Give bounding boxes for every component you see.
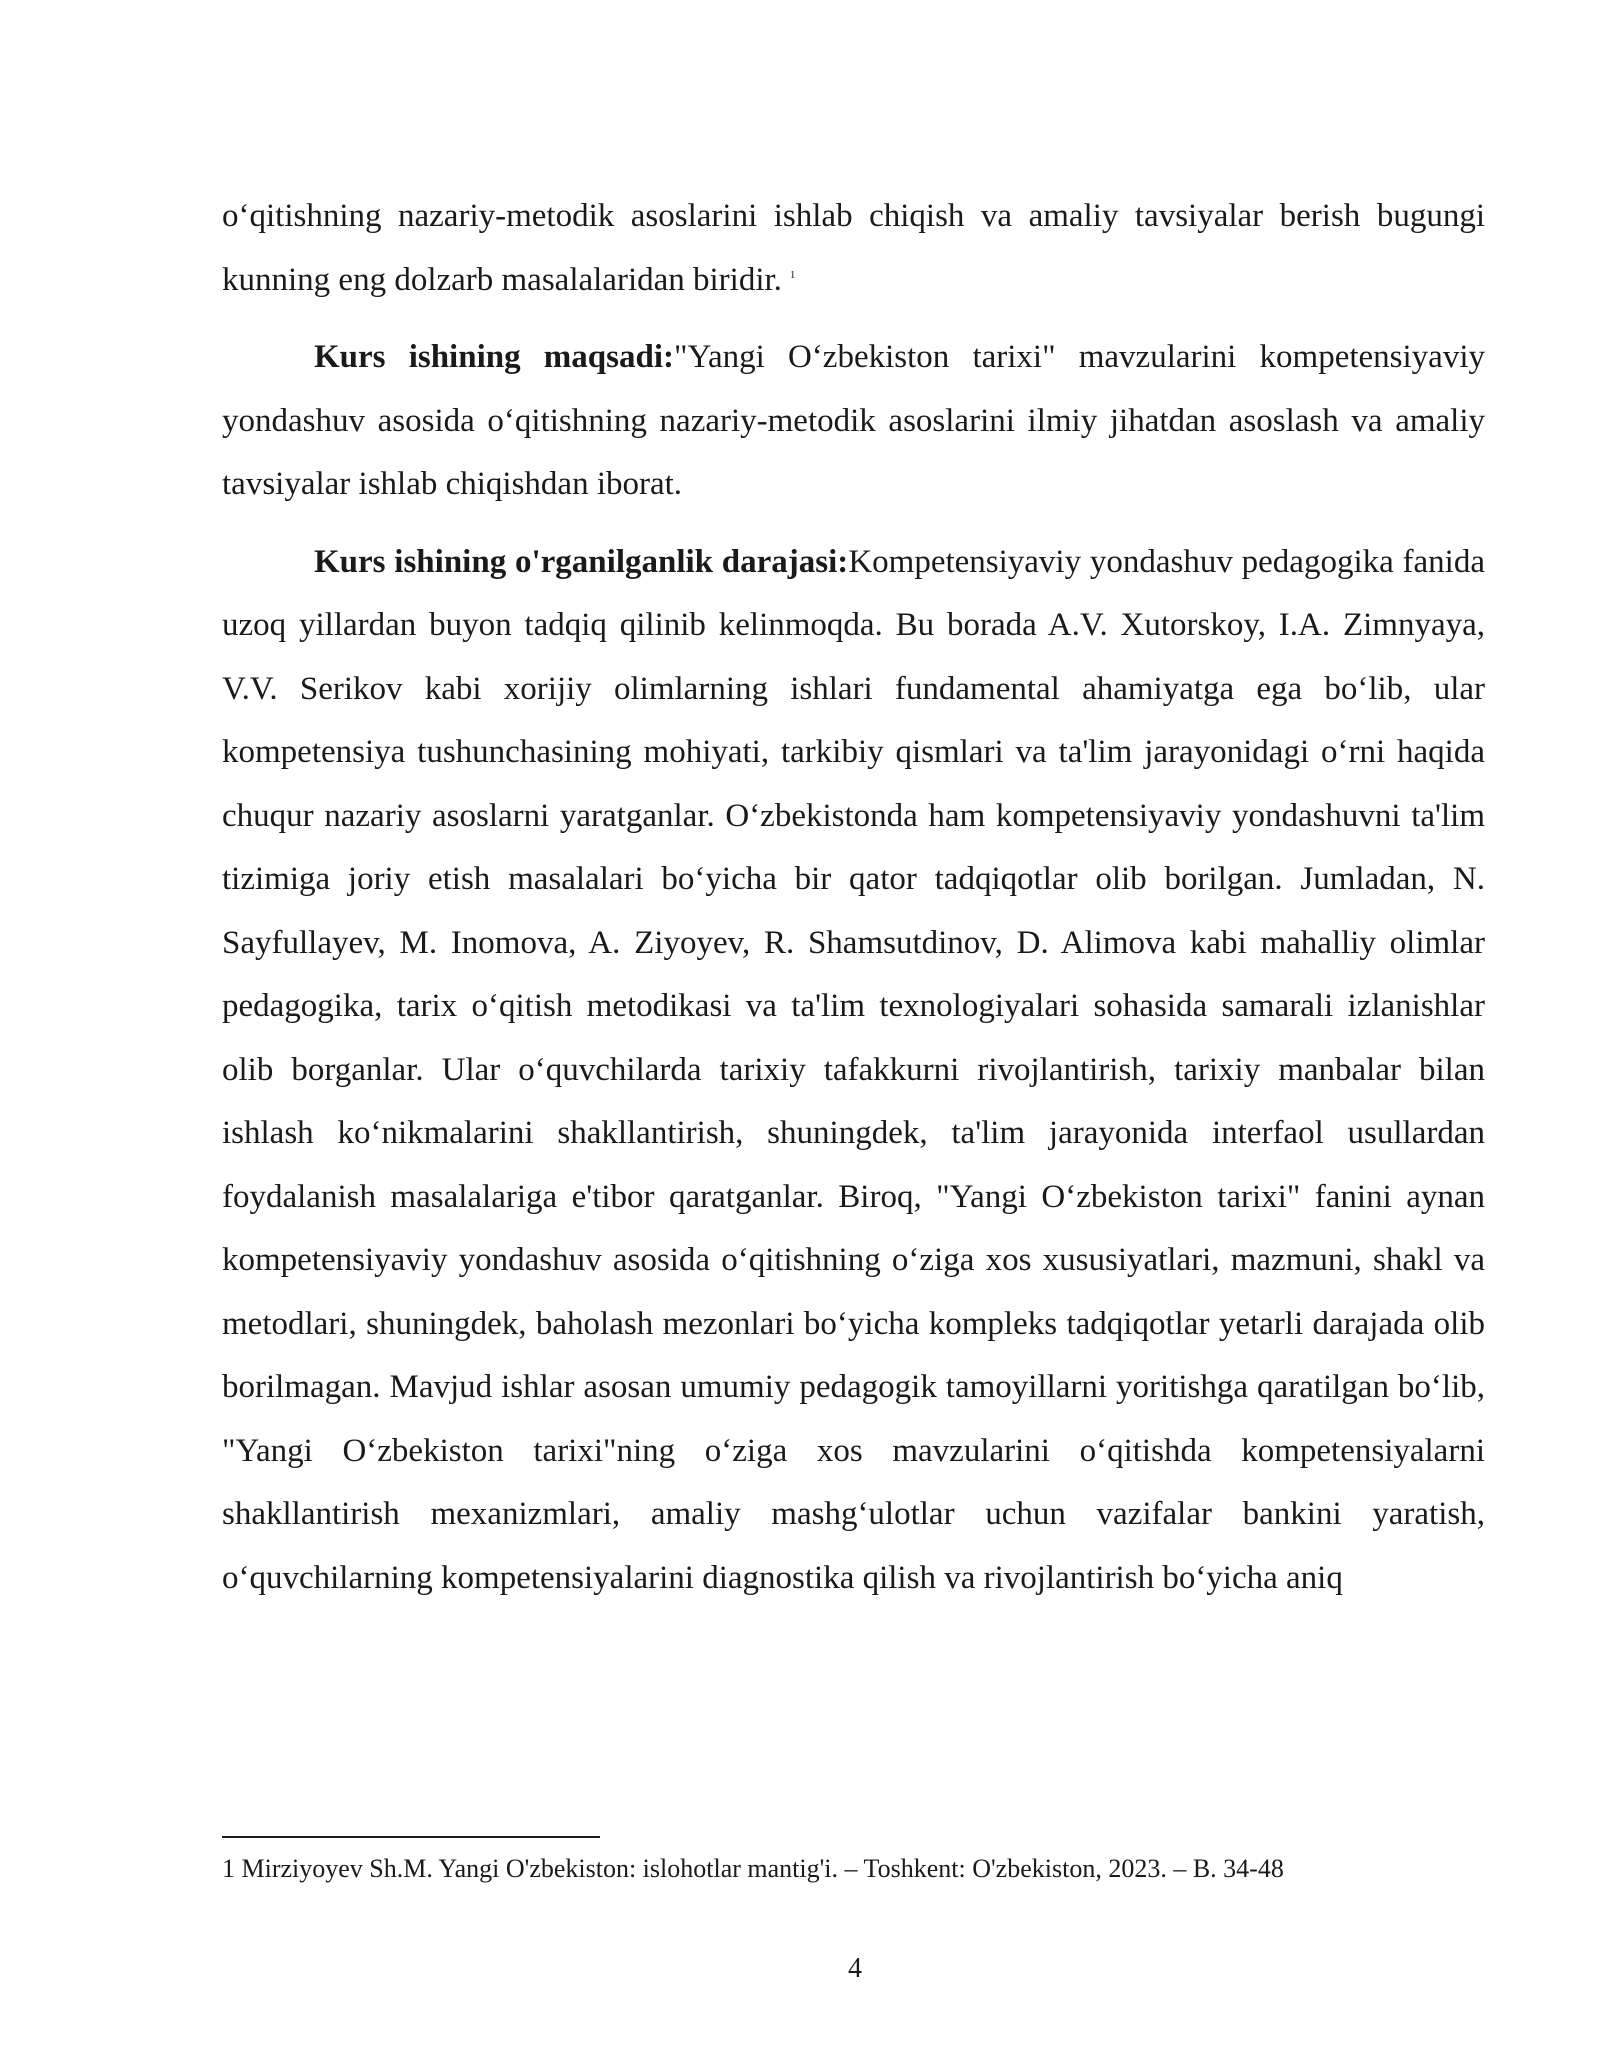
- paragraph-text-study-level: Kompetensiyaviy yondashuv pedagogika fanida uzoq yillardan buyon tadqiq qilinib kelinmoqda. Bu borada A.V. Xutorskoy, I.A. Zimnyaya, V.V. Serikov kabi xorijiy olimlarning ishlari fundamental ahamiyatga ega bo‘lib, ular kompetensiya tushunchasining mohiyati, tarkibiy qismlari va ta'lim jarayonidagi o‘rni haqida chuqur nazariy asoslarni yaratganlar. O‘zbekistonda ham kompetensiyaviy yondashuvni ta'lim tizimiga joriy etish masalalari bo‘yicha bir qator tadqiqotlar olib borilgan. Jumladan, N. Sayfullayev, M. Inomova, A. Ziyoyev, R. Shamsutdinov, D. Alimova kabi mahalliy olimlar pedagogika, tarix o‘qitish metodikasi va ta'lim texnologiyalari sohasida samarali izlanishlar olib borganlar. Ular o‘quvchilarda tarixiy tafakkurni rivojlantirish, tarixiy manbalar bilan ishlash ko‘nikmalarini shakllantirish, shuningdek, ta'lim jarayonida interfaol usullardan foydalanish masalalariga e'tibor qaratganlar. Biroq, "Yangi O‘zbekiston tarixi" fanini aynan kompetensiyaviy yondashuv asosida o‘qitishning o‘ziga xos xususiyatlari, mazmuni, shakl va metodlari, shuningdek, baholash mezonlari bo‘yicha kompleks tadqiqotlar yetarli darajada olib borilmagan. Mavjud ishlar asosan umumiy pedagogik tamoyillarni yoritishga qaratilgan bo‘lib, "Yangi O‘zbekiston tarixi"ning o‘ziga xos mavzularini o‘qitishda kompetensiyalarni shakllantirish mexanizmlari, amaliy mashg‘ulotlar uchun vazifalar bankini yaratish, o‘quvchilarning kompetensiyalarini diagnostika qilish va rivojlantirish bo‘yicha aniq: [222, 543, 1485, 1596]
- paragraph-study-level: [222, 531, 1485, 1611]
- paragraph-text: o‘qitishning nazariy-metodik asoslarini ishlab chiqish va amaliy tavsiyalar berish bugungi kunning eng dolzarb masalalaridan biridir.: [222, 198, 1485, 298]
- paragraph-goal: [222, 326, 1485, 517]
- footnote-divider: [222, 1836, 600, 1838]
- page-body: [222, 185, 1485, 1610]
- footnote-marker: 1: [789, 268, 796, 281]
- page-number: 4: [848, 1953, 862, 1984]
- paragraph-continuation: [222, 185, 1485, 312]
- paragraph-text-goal: "Yangi O‘zbekiston tarixi" mavzularini kompetensiyaviy yondashuv asosida o‘qitishning nazariy-metodik asoslarini ilmiy jihatdan asoslash va amaliy tavsiyalar ishlab chiqishdan iborat.: [222, 339, 1485, 502]
- footnote: 1 Mirziyoyev Sh.M. Yangi O'zbekiston: islohotlar mantig'i. – Toshkent: O'zbekiston, 2023. – B. 34-48: [222, 1854, 1284, 1883]
- paragraph-heading-study-level: Kurs ishining o'rganilganlik darajasi:: [314, 543, 849, 580]
- paragraph-heading-goal: Kurs ishining maqsadi:: [314, 339, 674, 375]
